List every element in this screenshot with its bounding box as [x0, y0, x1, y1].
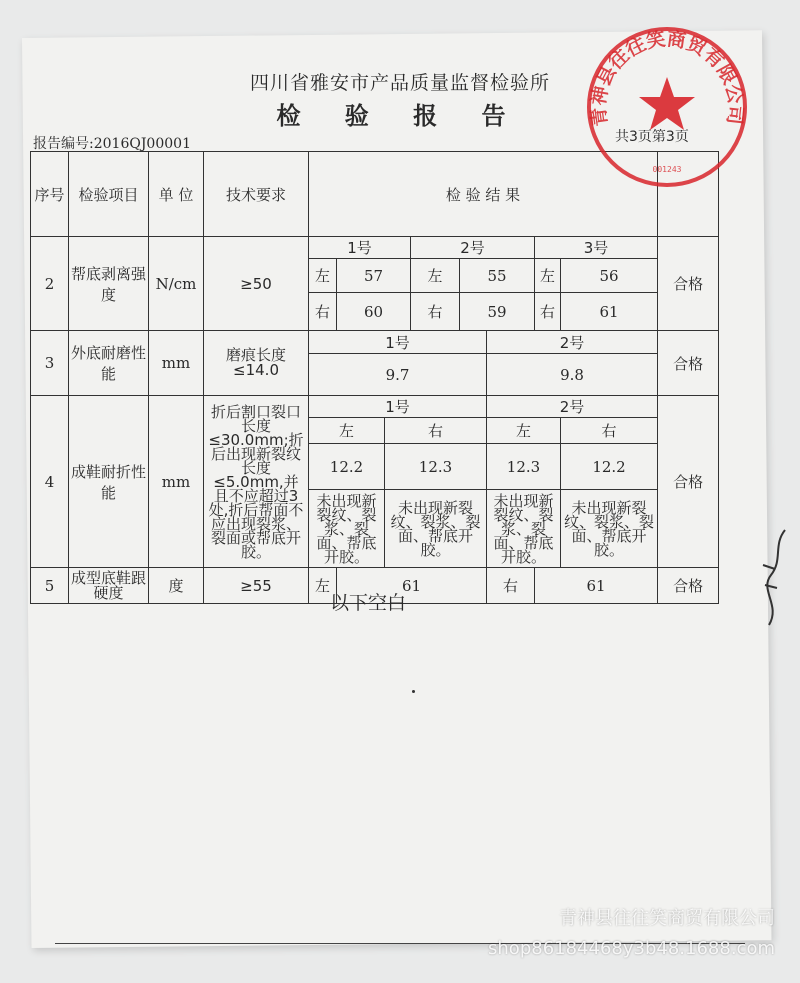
- header-unit: 单 位: [149, 152, 204, 237]
- table-row: [31, 331, 719, 354]
- row3-item: 外底耐磨性能: [69, 331, 149, 396]
- row4-right-label: 右: [385, 418, 487, 444]
- row5-right-label: 右: [487, 568, 535, 604]
- row3-value-2: 9.8: [487, 354, 658, 396]
- header-seq: 序号: [31, 152, 69, 237]
- row3-requirement: 磨痕长度≤14.0: [204, 331, 309, 396]
- row2-item: 帮底剥离强度: [69, 237, 149, 331]
- issuing-organization: 四川省雅安市产品质量监督检验所: [249, 72, 550, 94]
- header-requirement: 技术要求: [204, 152, 309, 237]
- row3-value-1: 9.7: [309, 354, 487, 396]
- header-item: 检验项目: [69, 152, 149, 237]
- row2-left-value-2: 55: [460, 259, 535, 293]
- row2-right-value-1: 60: [337, 293, 411, 331]
- row2-left-value-1: 57: [337, 259, 411, 293]
- row4-observation-1-left: 未出现新裂纹、裂浆、裂面、帮底开胶。: [309, 490, 385, 568]
- svg-text:青神县往往笑商贸有限公司: 青神县往往笑商贸有限公司: [587, 28, 747, 128]
- table-row: [31, 237, 719, 259]
- row2-right-label: 右: [411, 293, 460, 331]
- row2-conclusion: 合格: [658, 237, 719, 331]
- row2-right-label: 右: [535, 293, 561, 331]
- ink-dot: [412, 690, 415, 693]
- star-icon: [639, 77, 695, 130]
- row4-value-1-left: 12.2: [309, 444, 385, 490]
- row3-seq: 3: [31, 331, 69, 396]
- row2-right-value-3: 61: [561, 293, 658, 331]
- row4-right-label: 右: [561, 418, 658, 444]
- row4-value-1-right: 12.3: [385, 444, 487, 490]
- row3-sample2-label: 2号: [487, 331, 658, 354]
- page-info: 共3页第3页: [615, 129, 689, 145]
- row4-value-2-left: 12.3: [487, 444, 561, 490]
- row2-seq: 2: [31, 237, 69, 331]
- row3-conclusion: 合格: [658, 331, 719, 396]
- row2-left-label: 左: [309, 259, 337, 293]
- row5-requirement: ≥55: [204, 568, 309, 604]
- watermark-company: 青神县往往笑商贸有限公司: [559, 908, 775, 929]
- watermark-shop-url: shop86184468y3b48.1688.com: [488, 938, 775, 959]
- row2-sample1-label: 1号: [309, 237, 411, 259]
- row2-left-value-3: 56: [561, 259, 658, 293]
- row2-right-value-2: 59: [460, 293, 535, 331]
- row4-observation-2-left: 未出现新裂纹、裂浆、裂面、帮底开胶。: [487, 490, 561, 568]
- row5-item: 成型底鞋跟硬度: [69, 568, 149, 604]
- row5-right-value: 61: [535, 568, 658, 604]
- row3-sample1-label: 1号: [309, 331, 487, 354]
- row4-conclusion: 合格: [658, 396, 719, 568]
- row5-conclusion: 合格: [658, 568, 719, 604]
- header-result: 检 验 结 果: [309, 152, 658, 237]
- row4-item: 成鞋耐折性能: [69, 396, 149, 568]
- row4-observation-1-right: 未出现新裂纹、裂浆、裂面、帮底开胶。: [385, 490, 487, 568]
- table-row: [31, 396, 719, 418]
- row4-value-2-right: 12.2: [561, 444, 658, 490]
- row4-observation-2-right: 未出现新裂纹、裂浆、裂面、帮底开胶。: [561, 490, 658, 568]
- row4-unit: mm: [149, 396, 204, 568]
- report-title: 检 验 报 告: [276, 102, 524, 130]
- row4-requirement: 折后割口裂口长度≤30.0mm;折后出现新裂纹长度≤5.0mm,并且不应超过3处,折后帮面不应出现裂浆、裂面或帮底开胶。: [204, 396, 309, 568]
- svg-text:001243: 001243: [652, 165, 682, 174]
- row2-right-label: 右: [309, 293, 337, 331]
- inspection-table: [30, 151, 719, 604]
- row2-requirement: ≥50: [204, 237, 309, 331]
- row4-sample1-label: 1号: [309, 396, 487, 418]
- row2-sample3-label: 3号: [535, 237, 658, 259]
- report-number: 报告编号:2016QJ00001: [33, 136, 191, 152]
- row2-unit: N/cm: [149, 237, 204, 331]
- blank-below-note: 以下空白: [330, 592, 407, 614]
- row2-left-label: 左: [411, 259, 460, 293]
- row4-left-label: 左: [487, 418, 561, 444]
- row4-left-label: 左: [309, 418, 385, 444]
- row4-seq: 4: [31, 396, 69, 568]
- row4-sample2-label: 2号: [487, 396, 658, 418]
- company-seal: [582, 22, 752, 192]
- row5-seq: 5: [31, 568, 69, 604]
- row2-sample2-label: 2号: [411, 237, 535, 259]
- row2-left-label: 左: [535, 259, 561, 293]
- row5-left-value: 61: [337, 568, 487, 604]
- handwritten-mark: [755, 525, 795, 635]
- row3-unit: mm: [149, 331, 204, 396]
- row5-unit: 度: [149, 568, 204, 604]
- row5-left-label: 左: [309, 568, 337, 604]
